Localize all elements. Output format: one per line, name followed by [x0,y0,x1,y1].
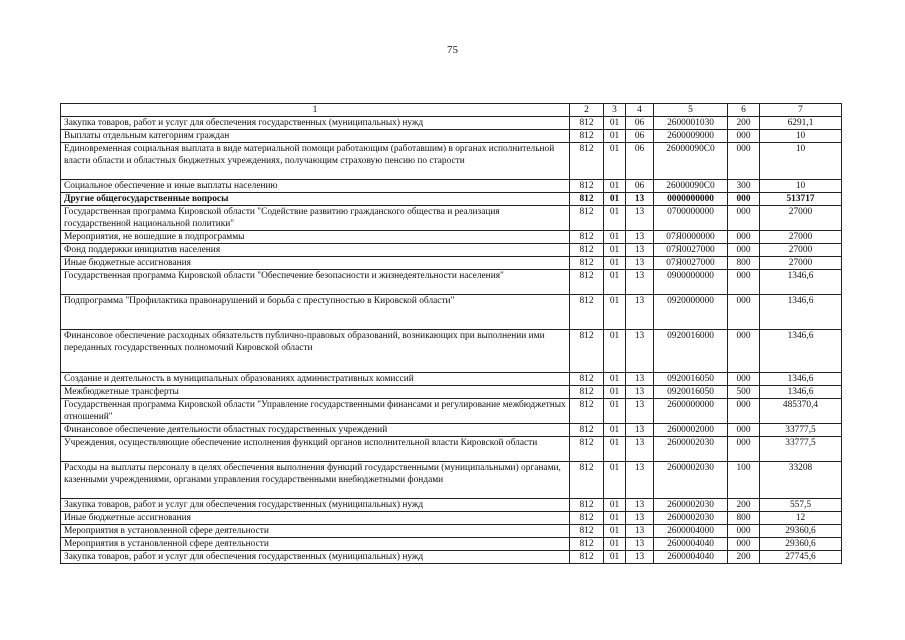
row-name-cell: Финансовое обеспечение деятельности областных государственных учреждений [61,424,570,437]
row-subsection-cell: 13 [626,499,654,512]
row-section-cell: 01 [604,525,626,538]
row-section-cell: 01 [604,244,626,257]
row-subsection-cell: 13 [626,231,654,244]
row-ministry-code-cell: 812 [570,330,604,373]
row-amount-cell: 1346,6 [760,386,842,399]
row-ministry-code-cell: 812 [570,512,604,525]
row-expense-type-cell: 000 [728,244,760,257]
row-expense-type-cell: 200 [728,117,760,130]
table-row [61,462,842,499]
header-cell: 3 [604,104,626,117]
row-target-article-cell: 0920016050 [654,386,728,399]
row-section-cell: 01 [604,386,626,399]
row-amount-cell: 29360,6 [760,525,842,538]
row-target-article-cell: 2600004040 [654,551,728,564]
row-subsection-cell: 13 [626,424,654,437]
row-ministry-code-cell: 812 [570,143,604,180]
row-section-cell: 01 [604,399,626,424]
row-amount-cell: 10 [760,143,842,180]
header-cell: 5 [654,104,728,117]
header-cell: 1 [61,104,570,117]
table-row [61,143,842,180]
row-subsection-cell: 13 [626,462,654,499]
row-subsection-cell: 06 [626,143,654,180]
row-name-cell: Иные бюджетные ассигнования [61,512,570,525]
table-row [61,499,842,512]
table-body [61,117,842,564]
row-target-article-cell: 0920016050 [654,373,728,386]
row-subsection-cell: 13 [626,295,654,330]
row-expense-type-cell: 000 [728,525,760,538]
row-section-cell: 01 [604,193,626,206]
row-ministry-code-cell: 812 [570,538,604,551]
row-subsection-cell: 13 [626,244,654,257]
row-expense-type-cell: 000 [728,538,760,551]
row-target-article-cell: 0920000000 [654,295,728,330]
row-subsection-cell: 13 [626,373,654,386]
row-name-cell: Закупка товаров, работ и услуг для обеспечения государственных (муниципальных) нужд [61,499,570,512]
row-expense-type-cell: 000 [728,143,760,180]
row-name-cell: Мероприятия в установленной сфере деятельности [61,525,570,538]
row-subsection-cell: 13 [626,206,654,231]
row-ministry-code-cell: 812 [570,244,604,257]
row-target-article-cell: 2600009000 [654,130,728,143]
row-target-article-cell: 0920016000 [654,330,728,373]
row-target-article-cell: 2600004040 [654,538,728,551]
table-row [61,512,842,525]
row-section-cell: 01 [604,538,626,551]
row-amount-cell: 1346,6 [760,373,842,386]
row-target-article-cell: 07Я0000000 [654,231,728,244]
row-expense-type-cell: 100 [728,462,760,499]
row-expense-type-cell: 800 [728,512,760,525]
row-target-article-cell: 2600002000 [654,424,728,437]
row-ministry-code-cell: 812 [570,257,604,270]
row-amount-cell: 557,5 [760,499,842,512]
row-ministry-code-cell: 812 [570,193,604,206]
row-subsection-cell: 13 [626,525,654,538]
row-expense-type-cell: 000 [728,231,760,244]
header-cell: 7 [760,104,842,117]
header-cell: 6 [728,104,760,117]
row-amount-cell: 513717 [760,193,842,206]
row-amount-cell: 1346,6 [760,270,842,295]
header-cell: 4 [626,104,654,117]
row-section-cell: 01 [604,551,626,564]
table-row [61,437,842,462]
row-subsection-cell: 06 [626,130,654,143]
row-subsection-cell: 13 [626,257,654,270]
row-target-article-cell: 2600001030 [654,117,728,130]
row-amount-cell: 1346,6 [760,330,842,373]
table-row [61,231,842,244]
row-section-cell: 01 [604,499,626,512]
row-expense-type-cell: 000 [728,193,760,206]
table-row [61,538,842,551]
table-row [61,386,842,399]
row-amount-cell: 27000 [760,244,842,257]
row-target-article-cell: 0900000000 [654,270,728,295]
row-subsection-cell: 06 [626,117,654,130]
table-header-row [61,104,842,117]
row-expense-type-cell: 000 [728,373,760,386]
row-amount-cell: 12 [760,512,842,525]
row-section-cell: 01 [604,373,626,386]
row-expense-type-cell: 300 [728,180,760,193]
row-target-article-cell: 2600002030 [654,512,728,525]
row-expense-type-cell: 000 [728,424,760,437]
table-row [61,206,842,231]
table-row [61,193,842,206]
row-name-cell: Создание и деятельность в муниципальных образованиях административных комиссий [61,373,570,386]
row-name-cell: Расходы на выплаты персоналу в целях обеспечения выполнения функций государственными (муниципальными) органами, казенными учреждениями, органами управления государственными внебюджетными фондами [61,462,570,499]
row-section-cell: 01 [604,143,626,180]
row-expense-type-cell: 200 [728,551,760,564]
row-name-cell: Социальное обеспечение и иные выплаты населению [61,180,570,193]
row-subsection-cell: 06 [626,180,654,193]
row-target-article-cell: 26000090С0 [654,143,728,180]
row-amount-cell: 485370,4 [760,399,842,424]
row-subsection-cell: 13 [626,386,654,399]
row-ministry-code-cell: 812 [570,499,604,512]
row-ministry-code-cell: 812 [570,525,604,538]
row-amount-cell: 27745,6 [760,551,842,564]
row-name-cell: Закупка товаров, работ и услуг для обеспечения государственных (муниципальных) нужд [61,551,570,564]
row-target-article-cell: 2600002030 [654,462,728,499]
row-ministry-code-cell: 812 [570,399,604,424]
row-target-article-cell: 2600004000 [654,525,728,538]
row-expense-type-cell: 000 [728,399,760,424]
table-row [61,257,842,270]
row-target-article-cell: 0000000000 [654,193,728,206]
row-expense-type-cell: 800 [728,257,760,270]
row-section-cell: 01 [604,295,626,330]
row-expense-type-cell: 200 [728,499,760,512]
row-target-article-cell: 2600000000 [654,399,728,424]
row-name-cell: Другие общегосударственные вопросы [61,193,570,206]
row-section-cell: 01 [604,257,626,270]
row-amount-cell: 1346,6 [760,295,842,330]
row-subsection-cell: 13 [626,270,654,295]
table-row [61,180,842,193]
row-name-cell: Государственная программа Кировской области "Содействие развитию гражданского общества и реализация государственной национальной политики" [61,206,570,231]
row-name-cell: Подпрограмма "Профилактика правонарушений и борьба с преступностью в Кировской области" [61,295,570,330]
row-amount-cell: 27000 [760,257,842,270]
row-name-cell: Единовременная социальная выплата в виде материальной помощи работающим (работавшим) в органах исполнительной власти области и областных бюджетных учреждениях, получающим страховую пенсию по старости [61,143,570,180]
row-name-cell: Выплаты отдельным категориям граждан [61,130,570,143]
row-amount-cell: 33208 [760,462,842,499]
row-expense-type-cell: 000 [728,437,760,462]
row-ministry-code-cell: 812 [570,424,604,437]
table-row [61,295,842,330]
budget-table [60,103,842,564]
row-target-article-cell: 2600002030 [654,499,728,512]
table-row [61,399,842,424]
table-row [61,130,842,143]
row-section-cell: 01 [604,206,626,231]
row-amount-cell: 10 [760,180,842,193]
row-amount-cell: 6291,1 [760,117,842,130]
table-row [61,424,842,437]
row-section-cell: 01 [604,130,626,143]
table-row [61,525,842,538]
row-ministry-code-cell: 812 [570,437,604,462]
header-cell: 2 [570,104,604,117]
row-ministry-code-cell: 812 [570,180,604,193]
row-ministry-code-cell: 812 [570,130,604,143]
row-ministry-code-cell: 812 [570,295,604,330]
row-target-article-cell: 2600002030 [654,437,728,462]
row-expense-type-cell: 000 [728,206,760,231]
table-row [61,270,842,295]
row-section-cell: 01 [604,424,626,437]
row-ministry-code-cell: 812 [570,206,604,231]
row-expense-type-cell: 000 [728,295,760,330]
row-amount-cell: 33777,5 [760,424,842,437]
table-row [61,330,842,373]
table-row [61,373,842,386]
row-expense-type-cell: 000 [728,270,760,295]
row-amount-cell: 27000 [760,206,842,231]
row-section-cell: 01 [604,437,626,462]
table-row [61,551,842,564]
row-subsection-cell: 13 [626,399,654,424]
row-expense-type-cell: 000 [728,130,760,143]
row-amount-cell: 33777,5 [760,437,842,462]
row-ministry-code-cell: 812 [570,270,604,295]
row-section-cell: 01 [604,462,626,499]
row-name-cell: Фонд поддержки инициатив населения [61,244,570,257]
row-section-cell: 01 [604,180,626,193]
row-ministry-code-cell: 812 [570,386,604,399]
row-name-cell: Мероприятия в установленной сфере деятельности [61,538,570,551]
row-name-cell: Государственная программа Кировской области "Обеспечение безопасности и жизнедеятельности населения" [61,270,570,295]
row-subsection-cell: 13 [626,437,654,462]
row-name-cell: Финансовое обеспечение расходных обязательств публично-правовых образований, возникающих при выполнении ими переданных государственных полномочий Кировской области [61,330,570,373]
row-name-cell: Мероприятия, не вошедшие в подпрограммы [61,231,570,244]
table-row [61,244,842,257]
row-target-article-cell: 07Я0027000 [654,244,728,257]
row-subsection-cell: 13 [626,551,654,564]
row-amount-cell: 29360,6 [760,538,842,551]
row-amount-cell: 27000 [760,231,842,244]
row-ministry-code-cell: 812 [570,231,604,244]
row-expense-type-cell: 000 [728,330,760,373]
row-subsection-cell: 13 [626,512,654,525]
row-subsection-cell: 13 [626,193,654,206]
page-number: 75 [447,44,458,56]
row-ministry-code-cell: 812 [570,373,604,386]
row-target-article-cell: 07Я0027000 [654,257,728,270]
row-name-cell: Иные бюджетные ассигнования [61,257,570,270]
row-section-cell: 01 [604,270,626,295]
row-ministry-code-cell: 812 [570,551,604,564]
row-target-article-cell: 0700000000 [654,206,728,231]
row-name-cell: Закупка товаров, работ и услуг для обеспечения государственных (муниципальных) нужд [61,117,570,130]
row-section-cell: 01 [604,231,626,244]
row-expense-type-cell: 500 [728,386,760,399]
table-row [61,117,842,130]
row-subsection-cell: 13 [626,330,654,373]
row-section-cell: 01 [604,117,626,130]
row-subsection-cell: 13 [626,538,654,551]
row-ministry-code-cell: 812 [570,117,604,130]
row-section-cell: 01 [604,330,626,373]
row-amount-cell: 10 [760,130,842,143]
row-section-cell: 01 [604,512,626,525]
row-name-cell: Учреждения, осуществляющие обеспечение исполнения функций органов исполнительной власти Кировской области [61,437,570,462]
row-name-cell: Межбюджетные трансферты [61,386,570,399]
row-name-cell: Государственная программа Кировской области "Управление государственными финансами и регулирование межбюджетных отношений" [61,399,570,424]
row-target-article-cell: 26000090С0 [654,180,728,193]
row-ministry-code-cell: 812 [570,462,604,499]
